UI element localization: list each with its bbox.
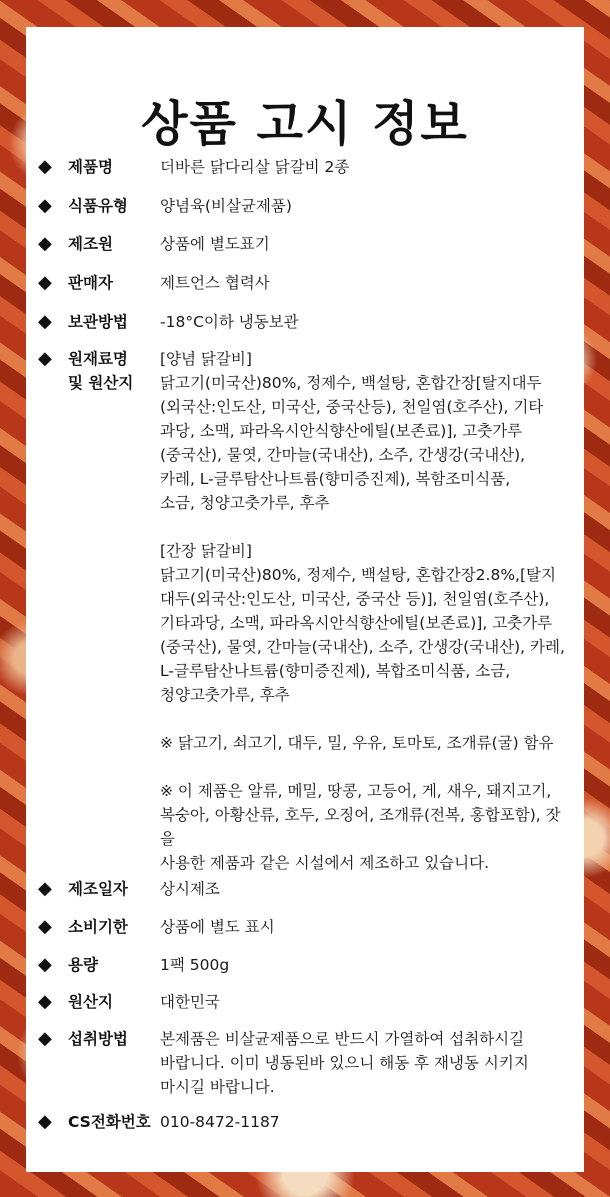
row-value: [양념 닭갈비] 닭고기(미국산)80%, 정제수, 백설탕, 혼합간장[탈지대두 (외국산:인도산, 미국산, 중국산등), 천일염(호주산), 기타 과당, 소맥, 파라옥시안식향산에틸(보존료)], 고춧가루 (중국산), 물엿, 간마늘(국내산), 소주, 간생강(국내산), 카레, L-글루탐산나트륨(향미증진제), 복함조미식품, 소금, 청양고춧가루, 후추 [간장 닭갈비] 닭고기(미국산)80%, 정제수, 백설탕, 혼합간장2.8%,[탈지 대두(외국산:인도산, 미국산, 중국산 등)], 천일염(호주산), 기타과당, 소맥, 파라옥시안식향산에틸(보존료)], 고춧가루 (중국산), 물엿, 간마늘(국내산), 소주, 간생강(국내산), 카레, L-글루탐산나트륨(향미증진제), 복합조미식품, 소금, 청양고춧가루, 후추 ※ 닭고기, 쇠고기, 대두, 밀, 우유, 토마토, 조개류(굴) 함유 ※ 이 제품은 알류, 메밀, 땅콩, 고등어, 게, 새우, 돼지고기, 복숭아, 아황산류, 호두, 오징어, 조개류(전복, 홍합포함), 잣을 사용한 제품과 같은 시설에서 제조하고 있습니다. [160,350,565,872]
row-label: 제조원 [68,235,113,253]
row-label: 섭취방법 [68,1030,128,1048]
diamond-bullet-icon: ◆ [38,1111,52,1132]
row-value: 본제품은 비살균제품으로 반드시 가열하여 섭취하시길 바랍니다. 이미 냉동된바 있으니 해동 후 재냉동 시키지 마시길 바랍니다. [160,1030,529,1096]
diamond-bullet-icon: ◆ [38,954,52,975]
diamond-bullet-icon: ◆ [38,1028,52,1049]
diamond-bullet-icon: ◆ [38,311,52,332]
diamond-bullet-icon: ◆ [38,878,52,899]
row-label: 판매자 [68,274,113,292]
row-value: 대한민국 [160,993,220,1011]
row-label: 제품명 [68,158,113,176]
row-value: 상품에 별도 표시 [160,918,275,936]
row-label: 원재료명 및 원산지 [68,350,134,392]
row-value: 1팩 500g [160,956,230,974]
diamond-bullet-icon: ◆ [38,233,52,254]
row-value: 상시제조 [160,880,220,898]
row-label: CS전화번호 [68,1113,151,1131]
row-value: 상품에 별도표기 [160,235,270,253]
diamond-bullet-icon: ◆ [38,195,52,216]
row-value: 더바른 닭다리살 닭갈비 2종 [160,158,350,176]
diamond-bullet-icon: ◆ [38,272,52,293]
row-label: 용량 [68,956,98,974]
row-label: 식품유형 [68,197,128,215]
diamond-bullet-icon: ◆ [38,348,52,369]
row-label: 소비기한 [68,918,128,936]
page-title: 상품 고시 정보 [141,96,469,152]
row-label: 보관방법 [68,313,128,331]
row-value: 제트언스 협력사 [160,274,270,292]
row-value: -18°C이하 냉동보관 [160,313,299,331]
row-value: 양념육(비살균제품) [160,197,292,215]
row-label: 제조일자 [68,880,128,898]
product-info-card [26,27,584,1172]
diamond-bullet-icon: ◆ [38,156,52,177]
row-value: 010-8472-1187 [160,1113,280,1131]
diamond-bullet-icon: ◆ [38,991,52,1012]
diamond-bullet-icon: ◆ [38,916,52,937]
row-label: 원산지 [68,993,113,1011]
